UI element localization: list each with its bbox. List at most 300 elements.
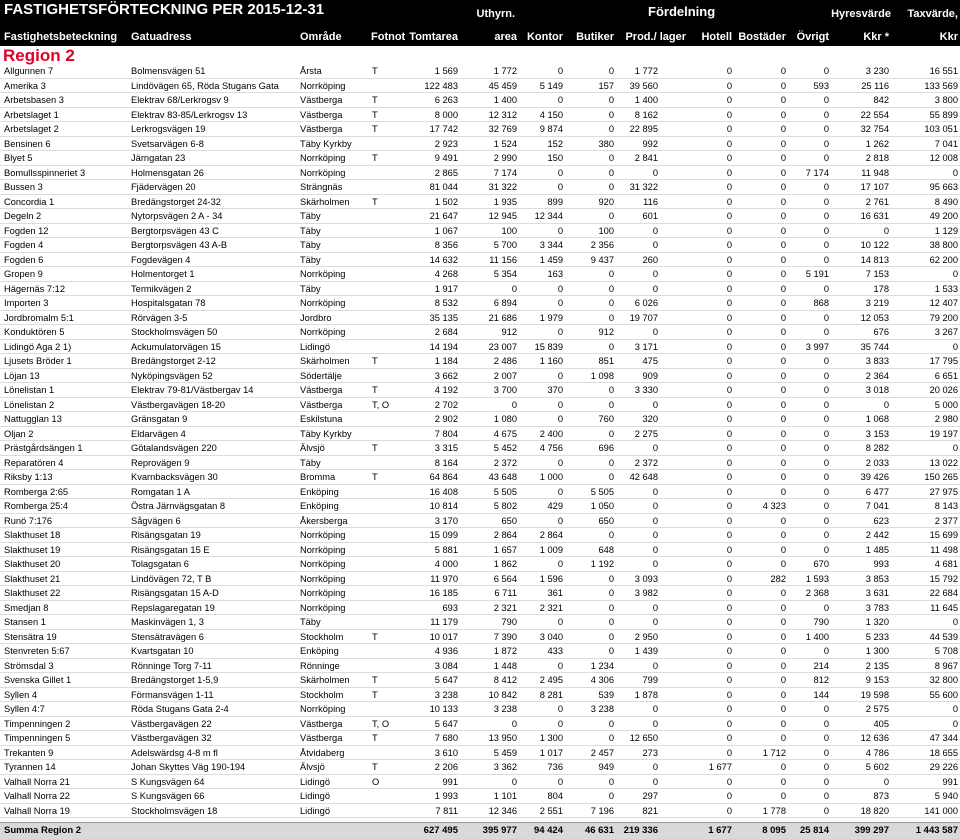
cell-omrade: Strängnäs (300, 182, 343, 192)
cell-omrade: Enköping (300, 486, 339, 497)
cell-hyresvarde: 2 442 (865, 530, 889, 540)
cell-prod-lager: 1 400 (634, 95, 658, 105)
cell-butiker: 0 (608, 269, 614, 279)
cell-hyresvarde: 1 320 (865, 617, 889, 627)
cell-butiker: 0 (608, 399, 614, 410)
cell-bostader: 282 (770, 573, 786, 584)
cell-tomtarea: 14 194 (429, 341, 458, 352)
cell-ovrigt: 0 (823, 196, 829, 207)
table-row (0, 195, 960, 210)
table-row (0, 717, 960, 732)
cell-omrade: Västberga (300, 95, 343, 105)
cell-uthyrn-area: 1 772 (493, 66, 517, 76)
cell-hotell: 0 (726, 675, 732, 685)
cell-gatuadress: Sågvägen 6 (131, 515, 181, 526)
cell-hyresvarde: 7 153 (865, 269, 889, 279)
cell-taxvarde: 0 (952, 269, 958, 279)
table-row (0, 224, 960, 239)
cell-tomtarea: 9 491 (434, 153, 458, 163)
cell-fastighet: Timpenningen 2 (4, 718, 71, 729)
cell-gatuadress: Hospitalsgatan 78 (131, 298, 206, 308)
cell-hyresvarde: 3 219 (865, 298, 889, 308)
summary-cell-uthyrn-area: 395 977 (482, 825, 517, 836)
cell-kontor: 0 (557, 486, 563, 497)
cell-fotnot: T (372, 66, 378, 76)
cell-fastighet: Syllen 4:7 (4, 704, 45, 714)
cell-prod-lager: 0 (652, 167, 658, 178)
cell-kontor: 0 (557, 182, 563, 192)
cell-tomtarea: 8 532 (434, 298, 458, 308)
cell-gatuadress: Västbergavägen 32 (131, 733, 212, 743)
cell-hyresvarde: 35 744 (860, 341, 889, 352)
cell-butiker: 0 (608, 341, 614, 352)
cell-taxvarde: 8 143 (934, 501, 958, 511)
cell-hotell: 0 (726, 167, 732, 178)
cell-hyresvarde: 676 (873, 327, 889, 337)
table-row (0, 383, 960, 398)
cell-bostader: 0 (780, 385, 786, 395)
column-header-bar (0, 23, 960, 46)
cell-bostader: 1 778 (762, 805, 786, 816)
cell-hyresvarde: 17 107 (860, 182, 889, 192)
cell-prod-lager: 3 093 (634, 573, 658, 584)
cell-hyresvarde: 2 818 (865, 153, 889, 163)
cell-hyresvarde: 8 282 (865, 443, 889, 453)
cell-butiker: 648 (598, 544, 614, 555)
cell-tomtarea: 35 135 (429, 312, 458, 323)
cell-bostader: 0 (780, 530, 786, 540)
cell-uthyrn-area: 0 (511, 776, 517, 787)
cell-taxvarde: 49 200 (929, 211, 958, 221)
cell-bostader: 0 (780, 196, 786, 207)
cell-bostader: 0 (780, 80, 786, 91)
cell-kontor: 0 (557, 414, 563, 424)
table-row (0, 108, 960, 123)
cell-ovrigt: 670 (813, 559, 829, 569)
cell-hotell: 0 (726, 646, 732, 656)
summary-cell-kontor: 94 424 (533, 825, 563, 836)
cell-omrade: Västberga (300, 385, 343, 395)
cell-hotell: 0 (726, 327, 732, 337)
cell-prod-lager: 0 (652, 704, 658, 714)
cell-uthyrn-area: 2 007 (493, 370, 517, 381)
cell-prod-lager: 2 372 (634, 457, 658, 468)
cell-kontor: 804 (547, 791, 563, 801)
cell-fotnot: T (372, 109, 378, 120)
cell-prod-lager: 0 (652, 327, 658, 337)
cell-omrade: Täby Kyrkby (300, 138, 352, 149)
cell-butiker: 2 457 (590, 747, 614, 758)
cell-uthyrn-area: 5 700 (493, 240, 517, 250)
cell-kontor: 0 (557, 559, 563, 569)
cell-uthyrn-area: 3 238 (493, 704, 517, 714)
cell-omrade: Lidingö (300, 805, 330, 816)
cell-ovrigt: 0 (823, 138, 829, 149)
cell-prod-lager: 39 560 (629, 80, 658, 91)
cell-hotell: 0 (726, 733, 732, 743)
table-row (0, 427, 960, 442)
cell-gatuadress: Holmentorget 1 (131, 269, 195, 279)
cell-uthyrn-area: 1 657 (493, 544, 517, 555)
cell-omrade: Lidingö (300, 341, 330, 352)
cell-kontor: 2 551 (539, 805, 563, 816)
cell-bostader: 0 (780, 341, 786, 352)
cell-prod-lager: 3 330 (634, 385, 658, 395)
col-header-tomtarea: Tomtarea (409, 31, 458, 43)
cell-bostader: 0 (780, 66, 786, 76)
cell-taxvarde: 27 975 (929, 486, 958, 497)
cell-taxvarde: 29 226 (929, 762, 958, 772)
cell-uthyrn-area: 7 390 (493, 631, 517, 642)
cell-gatuadress: Stensätravägen 6 (131, 631, 204, 642)
cell-butiker: 0 (608, 182, 614, 192)
cell-fastighet: Jordbromalm 5:1 (4, 312, 74, 323)
cell-bostader: 0 (780, 660, 786, 671)
cell-fastighet: Bensinen 6 (4, 138, 51, 149)
cell-tomtarea: 2 865 (434, 167, 458, 178)
cell-hotell: 0 (726, 544, 732, 555)
cell-hyresvarde: 19 598 (860, 689, 889, 700)
cell-ovrigt: 868 (813, 298, 829, 308)
sheet-title: FASTIGHETSFÖRTECKNING PER 2015-12-31 (4, 1, 325, 18)
cell-omrade: Norrköping (300, 80, 346, 91)
cell-butiker: 0 (608, 385, 614, 395)
cell-taxvarde: 991 (942, 776, 958, 787)
cell-tomtarea: 1 502 (434, 196, 458, 207)
col-header-bostader: Bostäder (738, 31, 786, 43)
cell-uthyrn-area: 12 312 (488, 109, 517, 120)
cell-fotnot: T, O (372, 718, 390, 729)
cell-fastighet: Gropen 9 (4, 269, 43, 279)
cell-fotnot: T (372, 153, 378, 163)
cell-uthyrn-area: 3 700 (493, 385, 517, 395)
col-header-hotell: Hotell (701, 31, 732, 43)
cell-tomtarea: 4 192 (434, 385, 458, 395)
cell-omrade: Eskilstuna (300, 414, 343, 424)
cell-fotnot: T, O (372, 399, 390, 410)
cell-ovrigt: 0 (823, 414, 829, 424)
cell-bostader: 0 (780, 443, 786, 453)
cell-hyresvarde: 3 631 (865, 588, 889, 598)
cell-taxvarde: 55 899 (929, 109, 958, 120)
cell-fotnot: T (372, 675, 378, 685)
cell-butiker: 920 (598, 196, 614, 207)
col-header-fastighet: Fastighetsbeteckning (4, 31, 118, 43)
cell-fastighet: Slakthuset 21 (4, 573, 61, 584)
cell-hotell: 0 (726, 109, 732, 120)
cell-kontor: 2 495 (539, 675, 563, 685)
cell-ovrigt: 1 400 (805, 631, 829, 642)
cell-ovrigt: 0 (823, 602, 829, 613)
col-header-gatuadress: Gatuadress (131, 31, 192, 43)
cell-ovrigt: 0 (823, 704, 829, 714)
cell-gatuadress: Lerkrogsvägen 19 (131, 124, 206, 134)
cell-gatuadress: S Kungsvägen 64 (131, 776, 205, 787)
cell-hotell: 0 (726, 138, 732, 149)
cell-hyresvarde: 32 754 (860, 124, 889, 134)
cell-ovrigt: 0 (823, 443, 829, 453)
table-row (0, 528, 960, 543)
cell-prod-lager: 909 (642, 370, 658, 381)
uthyrn-header-line1: Uthyrn. (476, 8, 515, 20)
cell-ovrigt: 0 (823, 385, 829, 395)
cell-ovrigt: 0 (823, 124, 829, 134)
cell-kontor: 0 (557, 704, 563, 714)
table-row (0, 746, 960, 761)
table-row (0, 296, 960, 311)
cell-uthyrn-area: 8 412 (493, 675, 517, 685)
cell-taxvarde: 32 800 (929, 675, 958, 685)
cell-bostader: 0 (780, 370, 786, 381)
cell-bostader: 0 (780, 95, 786, 105)
cell-gatuadress: Fogdevägen 4 (131, 254, 191, 265)
cell-hotell: 0 (726, 283, 732, 294)
cell-fastighet: Stensätra 19 (4, 631, 57, 642)
cell-fastighet: Arbetslaget 1 (4, 109, 59, 120)
cell-fastighet: Valhall Norra 19 (4, 805, 70, 816)
cell-omrade: Stockholm (300, 689, 344, 700)
cell-hyresvarde: 14 813 (860, 254, 889, 265)
cell-uthyrn-area: 32 769 (488, 124, 517, 134)
table-row (0, 557, 960, 572)
table-row (0, 485, 960, 500)
cell-tomtarea: 3 170 (434, 515, 458, 526)
table-row (0, 267, 960, 282)
cell-taxvarde: 15 792 (929, 573, 958, 584)
cell-prod-lager: 0 (652, 225, 658, 236)
cell-taxvarde: 0 (952, 718, 958, 729)
cell-hyresvarde: 39 426 (860, 472, 889, 482)
cell-fastighet: Allgunnen 7 (4, 66, 54, 76)
cell-prod-lager: 0 (652, 602, 658, 613)
cell-tomtarea: 2 902 (434, 414, 458, 424)
cell-tomtarea: 14 632 (429, 254, 458, 265)
cell-gatuadress: Fjädervägen 20 (131, 182, 196, 192)
cell-uthyrn-area: 23 007 (488, 341, 517, 352)
cell-omrade: Norrköping (300, 327, 346, 337)
cell-hyresvarde: 7 041 (865, 501, 889, 511)
cell-bostader: 0 (780, 225, 786, 236)
cell-uthyrn-area: 912 (501, 327, 517, 337)
cell-taxvarde: 13 022 (929, 457, 958, 468)
cell-prod-lager: 0 (652, 762, 658, 772)
cell-gatuadress: Rönninge Torg 7-11 (131, 660, 212, 671)
cell-gatuadress: Svetsarvägen 6-8 (131, 138, 204, 149)
cell-uthyrn-area: 790 (501, 617, 517, 627)
cell-prod-lager: 0 (652, 530, 658, 540)
cell-fastighet: Lidingö Aga 2 1) (4, 341, 72, 352)
summary-cell-tomtarea: 627 495 (423, 825, 458, 836)
cell-butiker: 0 (608, 530, 614, 540)
cell-fotnot: T (372, 733, 378, 743)
cell-hotell: 0 (726, 341, 732, 352)
cell-ovrigt: 0 (823, 327, 829, 337)
cell-omrade: Västberga (300, 718, 343, 729)
cell-butiker: 0 (608, 167, 614, 178)
cell-tomtarea: 10 017 (429, 631, 458, 642)
cell-ovrigt: 0 (823, 370, 829, 381)
cell-gatuadress: Bolmensvägen 51 (131, 66, 206, 76)
cell-bostader: 0 (780, 515, 786, 526)
cell-prod-lager: 2 841 (634, 153, 658, 163)
cell-omrade: Täby (300, 283, 321, 294)
cell-fastighet: Importen 3 (4, 298, 49, 308)
cell-gatuadress: Nytorpsvägen 2 A - 34 (131, 211, 223, 221)
cell-hotell: 0 (726, 298, 732, 308)
cell-ovrigt: 0 (823, 153, 829, 163)
cell-taxvarde: 38 800 (929, 240, 958, 250)
cell-prod-lager: 297 (642, 791, 658, 801)
cell-omrade: Norrköping (300, 573, 346, 584)
summary-cell-ovrigt: 25 814 (799, 825, 829, 836)
cell-uthyrn-area: 1 448 (493, 660, 517, 671)
cell-fastighet: Konduktören 5 (4, 327, 65, 337)
cell-prod-lager: 8 162 (634, 109, 658, 120)
cell-kontor: 4 756 (539, 443, 563, 453)
cell-kontor: 2 864 (539, 530, 563, 540)
cell-taxvarde: 17 795 (929, 356, 958, 366)
cell-fastighet: Fogden 12 (4, 225, 49, 236)
cell-hyresvarde: 5 602 (865, 762, 889, 772)
cell-kontor: 4 150 (539, 109, 563, 120)
cell-fastighet: Romberga 25:4 (4, 501, 69, 511)
cell-taxvarde: 44 539 (929, 631, 958, 642)
cell-hotell: 0 (726, 80, 732, 91)
cell-gatuadress: Götalandsvägen 220 (131, 443, 217, 453)
cell-ovrigt: 0 (823, 776, 829, 787)
cell-taxvarde: 47 344 (929, 733, 958, 743)
cell-gatuadress: Bergtorpsvägen 43 A-B (131, 240, 228, 250)
cell-taxvarde: 150 265 (924, 472, 958, 482)
cell-prod-lager: 260 (642, 254, 658, 265)
cell-omrade: Lidingö (300, 791, 330, 801)
cell-fotnot: T (372, 472, 378, 482)
cell-kontor: 0 (557, 327, 563, 337)
cell-prod-lager: 601 (642, 211, 658, 221)
cell-gatuadress: Elektrav 68/Lerkrogsv 9 (131, 95, 229, 105)
cell-hotell: 0 (726, 414, 732, 424)
cell-uthyrn-area: 5 459 (493, 747, 517, 758)
cell-hotell: 0 (726, 515, 732, 526)
cell-tomtarea: 5 647 (434, 675, 458, 685)
cell-prod-lager: 22 895 (629, 124, 658, 134)
cell-fastighet: Valhall Norra 21 (4, 776, 70, 787)
table-row (0, 354, 960, 369)
cell-kontor: 1 979 (539, 312, 563, 323)
cell-butiker: 0 (608, 602, 614, 613)
cell-bostader: 0 (780, 109, 786, 120)
cell-hyresvarde: 405 (873, 718, 889, 729)
hyresvarde-header-line1: Hyresvärde (831, 8, 891, 20)
cell-kontor: 433 (547, 646, 563, 656)
cell-gatuadress: Kvartsgatan 10 (131, 646, 194, 656)
summary-cell-fastighet: Summa Region 2 (4, 825, 82, 836)
cell-gatuadress: Stockholmsvägen 18 (131, 805, 218, 816)
cell-butiker: 9 437 (590, 254, 614, 265)
cell-bostader: 0 (780, 240, 786, 250)
cell-fotnot: T (372, 385, 378, 395)
col-header-omrade: Område (300, 31, 342, 43)
cell-butiker: 0 (608, 646, 614, 656)
cell-prod-lager: 0 (652, 399, 658, 410)
cell-uthyrn-area: 2 486 (493, 356, 517, 366)
cell-taxvarde: 6 651 (934, 370, 958, 381)
cell-gatuadress: Lindövägen 65, Röda Stugans Gata (131, 80, 279, 91)
cell-taxvarde: 16 551 (929, 66, 958, 76)
cell-gatuadress: Lindövägen 72, T B (131, 573, 212, 584)
cell-kontor: 12 344 (534, 211, 563, 221)
cell-bostader: 0 (780, 124, 786, 134)
cell-omrade: Norrköping (300, 704, 346, 714)
cell-hotell: 0 (726, 602, 732, 613)
col-header-hyresvarde: Kkr * (863, 31, 889, 43)
cell-kontor: 0 (557, 457, 563, 468)
cell-bostader: 0 (780, 472, 786, 482)
cell-taxvarde: 103 051 (924, 124, 958, 134)
cell-ovrigt: 0 (823, 530, 829, 540)
cell-butiker: 696 (598, 443, 614, 453)
cell-omrade: Täby (300, 225, 321, 236)
cell-kontor: 0 (557, 283, 563, 294)
cell-ovrigt: 0 (823, 225, 829, 236)
cell-ovrigt: 0 (823, 356, 829, 366)
cell-bostader: 0 (780, 182, 786, 192)
cell-ovrigt: 790 (813, 617, 829, 627)
cell-uthyrn-area: 12 945 (488, 211, 517, 221)
cell-kontor: 429 (547, 501, 563, 511)
cell-bostader: 0 (780, 762, 786, 772)
cell-hyresvarde: 3 018 (865, 385, 889, 395)
cell-fastighet: Fogden 4 (4, 240, 44, 250)
cell-butiker: 0 (608, 124, 614, 134)
cell-hyresvarde: 993 (873, 559, 889, 569)
cell-hyresvarde: 3 853 (865, 573, 889, 584)
cell-tomtarea: 5 881 (434, 544, 458, 555)
cell-prod-lager: 821 (642, 805, 658, 816)
cell-omrade: Norrköping (300, 544, 346, 555)
cell-kontor: 9 874 (539, 124, 563, 134)
col-header-fotnot: Fotnot (371, 31, 406, 43)
taxvarde-header-line1: Taxvärde, (907, 8, 958, 20)
cell-omrade: Täby (300, 254, 321, 265)
cell-taxvarde: 20 026 (929, 385, 958, 395)
cell-fastighet: Tyrannen 14 (4, 762, 56, 772)
cell-ovrigt: 0 (823, 428, 829, 439)
table-row (0, 340, 960, 355)
cell-fastighet: Slakthuset 19 (4, 544, 61, 555)
cell-taxvarde: 3 267 (934, 327, 958, 337)
cell-hotell: 0 (726, 428, 732, 439)
cell-kontor: 3 040 (539, 631, 563, 642)
cell-taxvarde: 15 699 (929, 530, 958, 540)
cell-butiker: 0 (608, 573, 614, 584)
table-row (0, 122, 960, 137)
cell-tomtarea: 3 084 (434, 660, 458, 671)
cell-bostader: 0 (780, 559, 786, 569)
table-row (0, 499, 960, 514)
cell-tomtarea: 4 000 (434, 559, 458, 569)
table-row (0, 412, 960, 427)
cell-hyresvarde: 1 300 (865, 646, 889, 656)
cell-kontor: 163 (547, 269, 563, 279)
cell-hotell: 0 (726, 588, 732, 598)
cell-gatuadress: Risängsgatan 15 A-D (131, 588, 219, 598)
cell-butiker: 0 (608, 718, 614, 729)
cell-ovrigt: 0 (823, 240, 829, 250)
cell-gatuadress: Röda Stugans Gata 2-4 (131, 704, 229, 714)
cell-fotnot: T (372, 443, 378, 453)
col-header-ovrigt: Övrigt (796, 31, 829, 43)
